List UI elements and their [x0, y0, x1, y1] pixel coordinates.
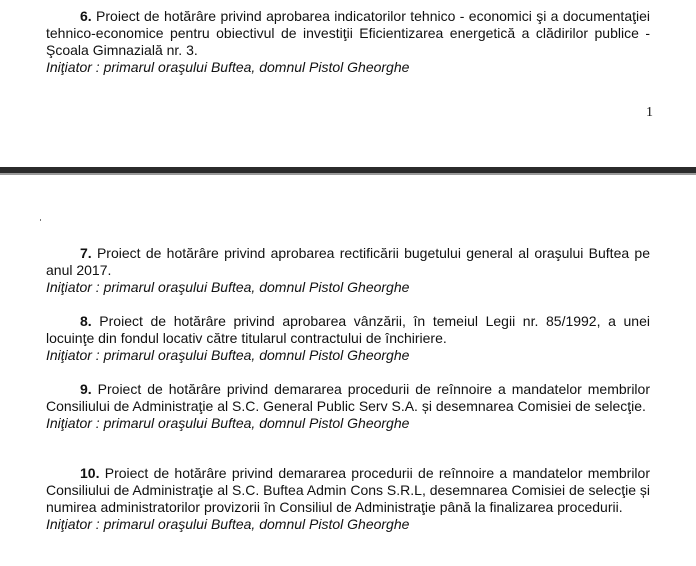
agenda-item-initiator: Iniţiator : primarul oraşului Buftea, domnul Pistol Gheorghe — [46, 59, 410, 75]
agenda-item-description: Proiect de hotărâre privind aprobarea vânzării, în temeiul Legii nr. 85/1992, a unei locuinţe din fondul locativ către titularul contractului de închiriere. — [46, 313, 650, 346]
agenda-item-description: Proiect de hotărâre privind demararea procedurii de reînnoire a mandatelor membrilor Consiliului de Administraţie al S.C. General Public Serv S.A. și desemnarea Comisiei de selecţie. — [46, 381, 650, 414]
agenda-item-number: 7. — [80, 245, 92, 261]
agenda-item-8 — [46, 313, 650, 364]
page-separator-shadow — [0, 173, 696, 175]
agenda-item-text — [46, 245, 650, 279]
agenda-item-number: 10. — [80, 465, 100, 481]
agenda-item-description: Proiect de hotărâre privind aprobarea indicatorilor tehnico - economici şi a documentaţiei tehnico-economice pentru obiectivul de investiţii Eficientizarea energetică a clădirilor publice - Şcoala Gimnazială nr. 3. — [46, 8, 650, 58]
agenda-item-text — [46, 465, 650, 516]
agenda-item-10 — [46, 465, 650, 533]
agenda-item-initiator: Iniţiator : primarul oraşului Buftea, domnul Pistol Gheorghe — [46, 516, 410, 532]
agenda-item-7 — [46, 245, 650, 296]
agenda-item-initiator: Iniţiator : primarul oraşului Buftea, domnul Pistol Gheorghe — [46, 279, 410, 295]
agenda-item-description: Proiect de hotărâre privind demararea procedurii de reînnoire a mandatelor membrilor Consiliului de Administraţie al S.C. Buftea Admin Cons S.R.L, desemnarea Comisiei de selecţie și numirea administratorilor provizorii în Consiliul de Administraţie până la finalizarea procedurii. — [46, 465, 650, 515]
page-number: 1 — [646, 105, 653, 120]
agenda-item-text — [46, 381, 650, 415]
agenda-item-initiator: Iniţiator : primarul oraşului Buftea, domnul Pistol Gheorghe — [46, 415, 410, 431]
agenda-item-description: Proiect de hotărâre privind aprobarea rectificării bugetului general al oraşului Buftea pe anul 2017. — [46, 245, 650, 278]
agenda-item-9 — [46, 381, 650, 432]
agenda-item-number: 6. — [80, 8, 92, 24]
agenda-item-initiator: Iniţiator : primarul oraşului Buftea, domnul Pistol Gheorghe — [46, 347, 410, 363]
agenda-item-number: 8. — [80, 313, 92, 329]
agenda-item-6 — [46, 8, 650, 76]
agenda-item-number: 9. — [80, 381, 92, 397]
agenda-item-text — [46, 8, 650, 59]
agenda-item-text — [46, 313, 650, 347]
scan-speck — [40, 219, 41, 221]
